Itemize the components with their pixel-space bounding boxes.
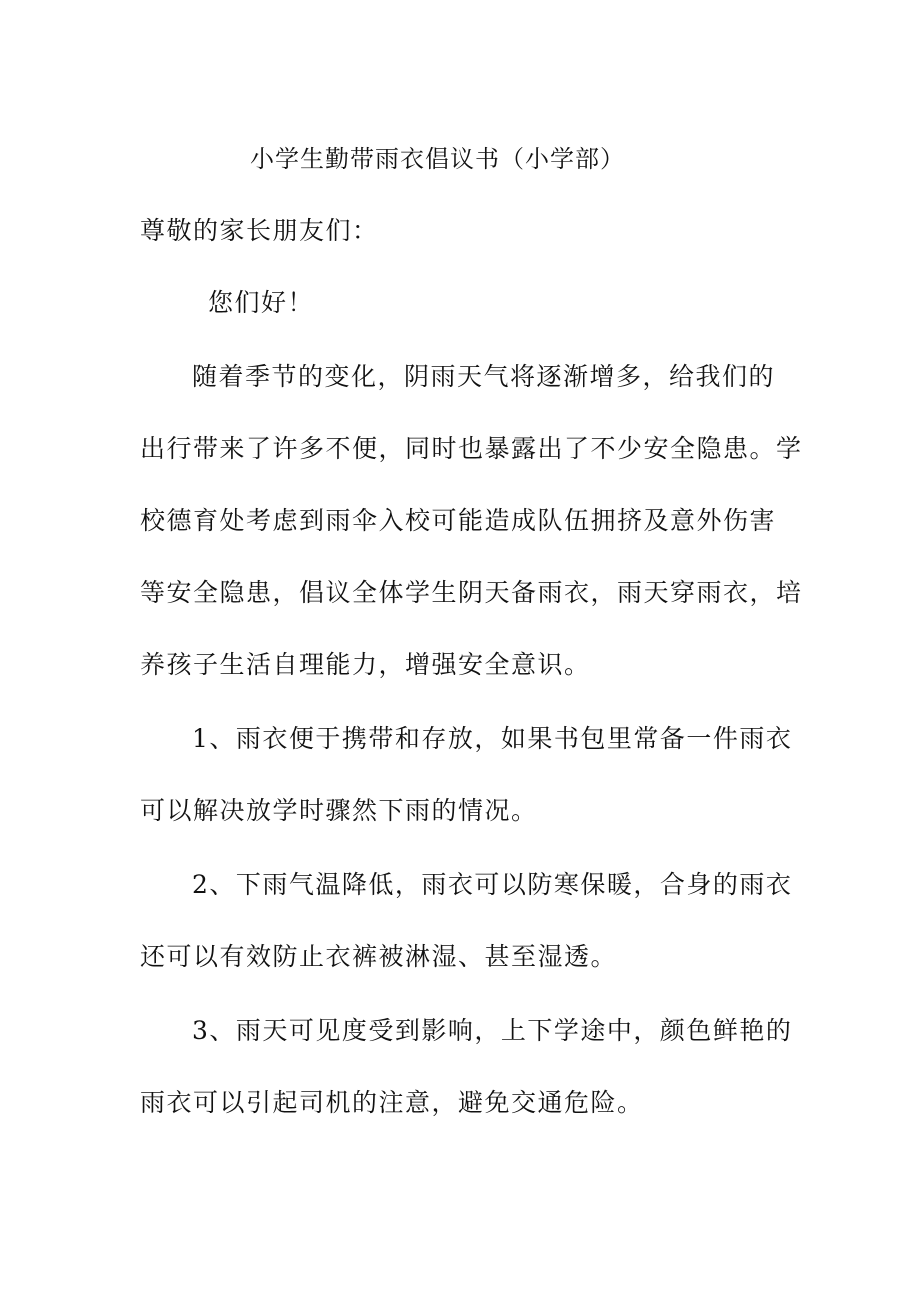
list-item-line: 1、雨衣便于携带和存放，如果书包里常备一件雨衣	[192, 724, 793, 753]
paragraph-line: 养孩子生活自理能力，增强安全意识。	[140, 650, 591, 679]
paragraph-line: 等安全隐患，倡议全体学生阴天备雨衣，雨天穿雨衣，培	[140, 578, 803, 607]
paragraph-line: 出行带来了许多不便，同时也暴露出了不少安全隐患。学	[140, 434, 803, 463]
list-item-line: 3、雨天可见度受到影响，上下学途中，颜色鲜艳的	[192, 1016, 793, 1045]
list-item-line: 雨衣可以引起司机的注意，避免交通危险。	[140, 1088, 644, 1117]
list-item-line: 2、下雨气温降低，雨衣可以防寒保暖，合身的雨衣	[192, 870, 793, 899]
list-item-line: 可以解决放学时骤然下雨的情况。	[140, 796, 538, 825]
salutation: 尊敬的家长朋友们：	[140, 216, 379, 245]
paragraph-line: 随着季节的变化，阴雨天气将逐渐增多，给我们的	[192, 362, 776, 391]
paragraph-line: 校德育处考虑到雨伞入校可能造成队伍拥挤及意外伤害	[140, 506, 777, 535]
list-item-line: 还可以有效防止衣裤被淋湿、甚至湿透。	[140, 942, 618, 971]
greeting: 您们好！	[208, 288, 315, 317]
document-title: 小学生勤带雨衣倡议书（小学部）	[250, 145, 625, 173]
